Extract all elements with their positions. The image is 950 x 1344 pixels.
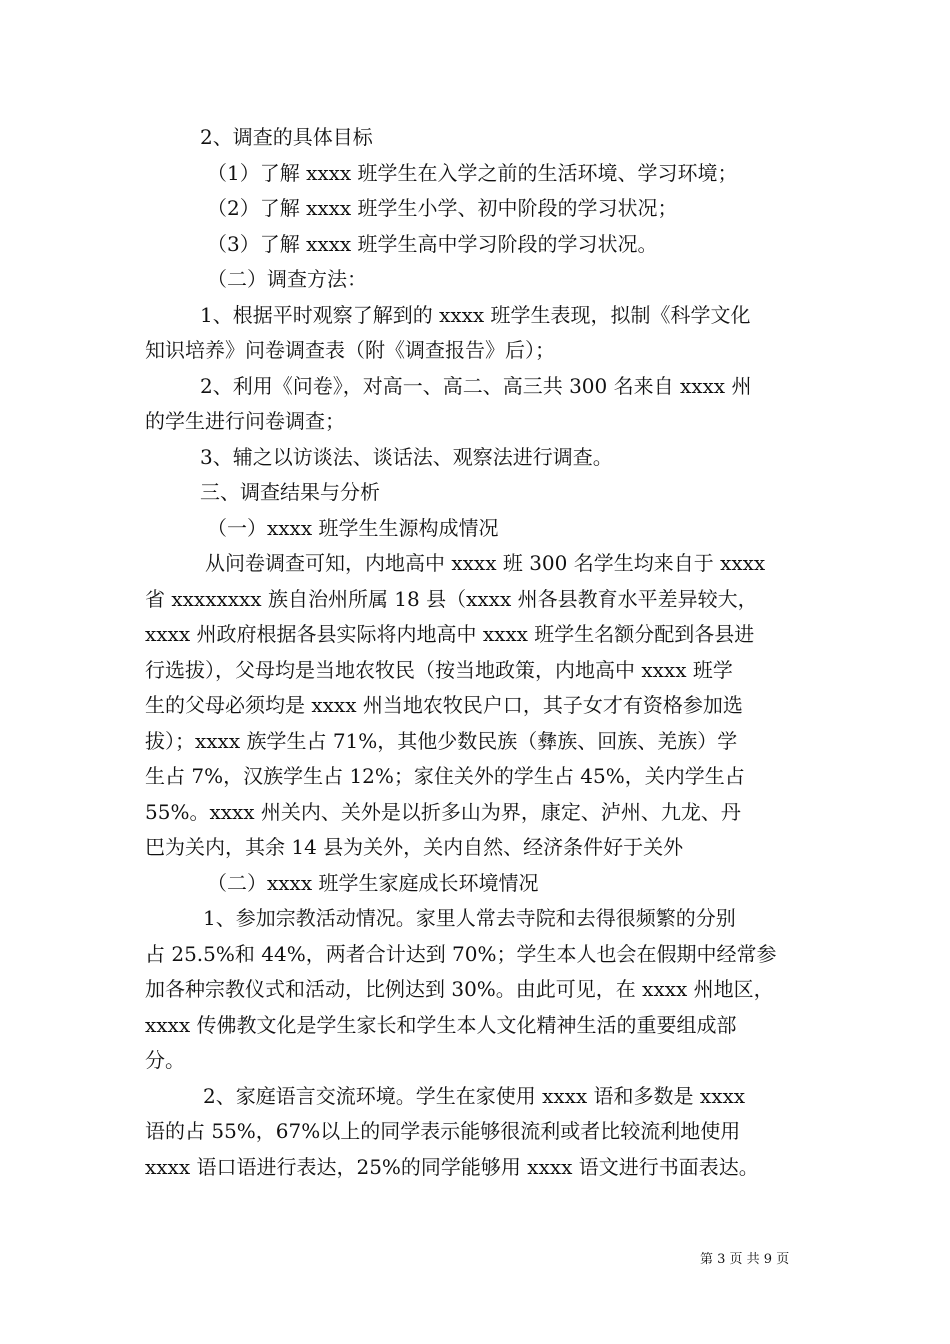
text-line: 生占 7%，汉族学生占 12%；家住关外的学生占 45%，关内学生占 [145, 764, 745, 788]
text-line: 行选拔），父母均是当地农牧民（按当地政策，内地高中 xxxx 班学 [145, 657, 733, 682]
goal-item-3 [145, 227, 810, 263]
heading-specific-goals [145, 120, 810, 156]
text-line: （1）了解 xxxx 班学生在入学之前的生活环境、学习环境； [207, 160, 738, 185]
text-line: 拔）；xxxx 族学生占 71%，其他少数民族（彝族、回族、羌族）学 [145, 728, 738, 753]
text-line: 2、利用《问卷》，对高一、高二、高三共 300 名来自 xxxx 州 [200, 373, 752, 398]
text-line: 加各种宗教仪式和活动，比例达到 30%。由此可见，在 xxxx 州地区， [145, 977, 774, 1001]
text-line: 1、参加宗教活动情况。家里人常去寺院和去得很频繁的分别 [203, 906, 736, 930]
document-body [145, 120, 810, 1185]
heading-family-environment [145, 866, 810, 902]
text-line: （二）调查方法： [207, 267, 367, 291]
text-line: 巴为关内，其余 14 县为关外，关内自然、经济条件好于关外 [145, 835, 684, 859]
text-line: xxxx 语口语进行表达，25%的同学能够用 xxxx 语文进行书面表达。 [145, 1154, 759, 1179]
page-number: 第 3 页 共 9 页 [700, 1252, 790, 1267]
goal-item-2 [145, 191, 810, 227]
heading-results-analysis [145, 475, 810, 511]
paragraph-religious-activities [145, 901, 810, 1079]
text-line: 省 xxxxxxxx 族自治州所属 18 县（xxxx 州各县教育水平差异较大， [145, 586, 758, 611]
text-line: （2）了解 xxxx 班学生小学、初中阶段的学习状况； [207, 196, 678, 220]
text-line: 1、根据平时观察了解到的 xxxx 班学生表现，拟制《科学文化 [200, 302, 751, 327]
text-line: 2、调查的具体目标 [200, 125, 373, 149]
text-line: 2、家庭语言交流环境。学生在家使用 xxxx 语和多数是 xxxx [203, 1083, 746, 1108]
text-line: 占 25.5%和 44%，两者合计达到 70%；学生本人也会在假期中经常参 [145, 941, 777, 966]
heading-survey-methods [145, 262, 810, 298]
text-line: （二）xxxx 班学生家庭成长环境情况 [207, 870, 539, 895]
paragraph-student-sources [145, 546, 810, 866]
text-line: 生的父母必须均是 xxxx 州当地农牧民户口，其子女才有资格参加选 [145, 693, 743, 717]
method-item-3 [145, 440, 810, 476]
text-line: 的学生进行问卷调查； [145, 409, 345, 433]
text-line: 三、调查结果与分析 [200, 480, 380, 504]
text-line: 从问卷调查可知，内地高中 xxxx 班 300 名学生均来自于 xxxx [205, 551, 766, 575]
text-line: 分。 [145, 1048, 185, 1072]
heading-student-sources [145, 511, 810, 547]
goal-item-1 [145, 156, 810, 192]
method-item-2 [145, 369, 810, 440]
text-line: xxxx 州政府根据各县实际将内地高中 xxxx 班学生名额分配到各县进 [145, 622, 755, 646]
text-line: 知识培养》问卷调查表（附《调查报告》后）； [145, 338, 555, 362]
text-line: （一）xxxx 班学生生源构成情况 [207, 515, 499, 540]
text-line: （3）了解 xxxx 班学生高中学习阶段的学习状况。 [207, 231, 658, 256]
text-line: 语的占 55%，67%以上的同学表示能够很流利或者比较流利地使用 [145, 1119, 741, 1143]
text-line: xxxx 传佛教文化是学生家长和学生本人文化精神生活的重要组成部 [145, 1012, 737, 1037]
text-line: 3、辅之以访谈法、谈话法、观察法进行调查。 [200, 444, 613, 469]
text-line: 55%。xxxx 州关内、关外是以折多山为界，康定、泸州、九龙、丹 [145, 799, 741, 824]
paragraph-language-environment [145, 1079, 810, 1186]
method-item-1 [145, 298, 810, 369]
